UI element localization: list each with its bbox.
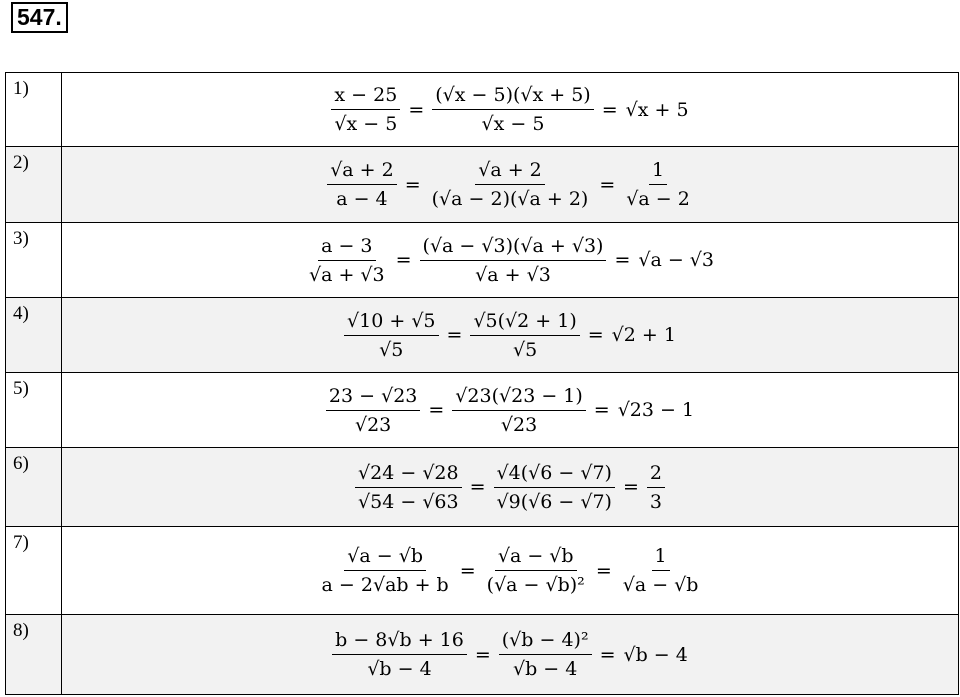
problem-number: 547. — [11, 2, 68, 33]
fraction-denominator: √a − √b — [622, 574, 699, 596]
equation-row — [6, 448, 959, 527]
equation-cell — [62, 298, 959, 373]
equals-sign: = — [474, 643, 491, 666]
fraction — [319, 542, 452, 599]
fraction-denominator: √5 — [512, 338, 538, 361]
equation — [327, 156, 693, 213]
row-label: 8) — [6, 615, 62, 695]
row-label: 2) — [6, 147, 62, 223]
fraction-denominator: 3 — [649, 490, 662, 513]
fraction-denominator: (√a − 2)(√a + 2) — [431, 188, 589, 210]
fraction — [332, 626, 467, 683]
fraction-denominator: √54 − √63 — [358, 490, 459, 513]
fraction — [647, 459, 665, 516]
fraction-numerator: √a + 2 — [475, 156, 545, 185]
result-expression: √x + 5 — [625, 98, 689, 121]
equation-row — [6, 615, 959, 695]
fraction-numerator: √23(√23 − 1) — [452, 382, 585, 411]
equals-sign: = — [622, 476, 639, 498]
fraction-numerator: 2 — [647, 459, 665, 488]
equals-sign: = — [614, 249, 631, 271]
fraction — [452, 382, 585, 439]
equation-cell — [62, 373, 959, 448]
fraction — [484, 542, 588, 599]
equals-sign: = — [593, 399, 610, 421]
fraction — [306, 232, 388, 289]
result-expression: √2 + 1 — [611, 324, 676, 346]
equation-row — [6, 147, 959, 223]
equals-sign: = — [446, 324, 463, 346]
equation-cell — [62, 147, 959, 223]
row-label: 7) — [6, 527, 62, 615]
fraction — [355, 459, 462, 516]
equals-sign: = — [408, 98, 425, 121]
result-expression: √b − 4 — [623, 643, 688, 666]
equation-row — [6, 527, 959, 615]
equation-cell — [62, 527, 959, 615]
equals-sign: = — [599, 173, 616, 196]
fraction-numerator: x − 25 — [331, 81, 400, 110]
equation — [331, 81, 688, 138]
equation-cell — [62, 615, 959, 695]
fraction-denominator: a − 4 — [336, 188, 388, 210]
fraction-numerator: √4(√6 − √7) — [494, 459, 615, 488]
equals-sign: = — [469, 476, 486, 498]
fraction-numerator: (√a − √3)(√a + √3) — [420, 232, 607, 261]
fraction — [429, 156, 592, 213]
fraction — [623, 156, 693, 213]
equation-cell — [62, 448, 959, 527]
row-label: 5) — [6, 373, 62, 448]
fraction — [494, 459, 615, 516]
equals-sign: = — [595, 559, 612, 582]
fraction-numerator: √5(√2 + 1) — [470, 307, 579, 336]
fraction — [344, 307, 438, 364]
fraction-denominator: √23 — [500, 413, 538, 436]
fraction-denominator: √a + √3 — [308, 263, 385, 286]
fraction-denominator: √a − 2 — [626, 188, 690, 210]
equation — [326, 382, 694, 439]
fraction — [432, 81, 593, 138]
fraction-numerator: 23 − √23 — [326, 382, 420, 411]
equals-sign: = — [459, 559, 476, 582]
equation-cell — [62, 223, 959, 298]
equation-row — [6, 223, 959, 298]
equals-sign: = — [395, 249, 412, 271]
fraction-numerator: √10 + √5 — [344, 307, 438, 336]
fraction — [327, 156, 397, 213]
fraction-denominator: a − 2√ab + b — [321, 574, 449, 596]
fraction-denominator: √x − 5 — [334, 113, 398, 135]
row-label: 3) — [6, 223, 62, 298]
equals-sign: = — [587, 324, 604, 346]
fraction-denominator: √23 — [354, 413, 392, 436]
fraction — [499, 626, 592, 683]
fraction-denominator: (√a − √b)² — [486, 574, 585, 596]
row-label: 6) — [6, 448, 62, 527]
fraction — [620, 542, 702, 599]
fraction-denominator: √b − 4 — [367, 658, 432, 680]
fraction-numerator: √24 − √28 — [355, 459, 462, 488]
fraction-denominator: √9(√6 − √7) — [496, 490, 612, 513]
equation-cell — [62, 73, 959, 147]
fraction-denominator: √a + √3 — [475, 263, 551, 286]
equals-sign: = — [404, 173, 421, 196]
fraction — [331, 81, 400, 138]
fraction — [470, 307, 579, 364]
equation-row — [6, 73, 959, 147]
equation — [332, 626, 688, 683]
equals-sign: = — [599, 643, 616, 666]
equals-sign: = — [428, 399, 445, 421]
equation — [344, 307, 676, 364]
equation-row — [6, 298, 959, 373]
equation — [306, 232, 714, 289]
fraction-denominator: √x − 5 — [481, 113, 545, 135]
fraction — [326, 382, 420, 439]
fraction-numerator: 1 — [652, 542, 670, 571]
fraction-numerator: a − 3 — [318, 232, 375, 261]
fraction — [420, 232, 607, 289]
fraction-denominator: √5 — [379, 338, 404, 361]
fraction-numerator: 1 — [649, 156, 667, 185]
equation — [319, 542, 702, 599]
equations-body — [6, 73, 959, 695]
fraction-numerator: b − 8√b + 16 — [332, 626, 467, 655]
fraction-denominator: √b − 4 — [512, 658, 578, 680]
equations-table — [5, 72, 959, 695]
result-expression: √a − √3 — [638, 249, 715, 271]
row-label: 1) — [6, 73, 62, 147]
equals-sign: = — [601, 98, 618, 121]
result-expression: √23 − 1 — [617, 399, 695, 421]
fraction-numerator: √a − √b — [495, 542, 577, 571]
fraction-numerator: √a + 2 — [327, 156, 397, 185]
fraction-numerator: (√b − 4)² — [499, 626, 592, 655]
equation-row — [6, 373, 959, 448]
equation — [355, 459, 665, 516]
fraction-numerator: (√x − 5)(√x + 5) — [432, 81, 593, 110]
row-label: 4) — [6, 298, 62, 373]
fraction-numerator: √a − √b — [344, 542, 426, 571]
